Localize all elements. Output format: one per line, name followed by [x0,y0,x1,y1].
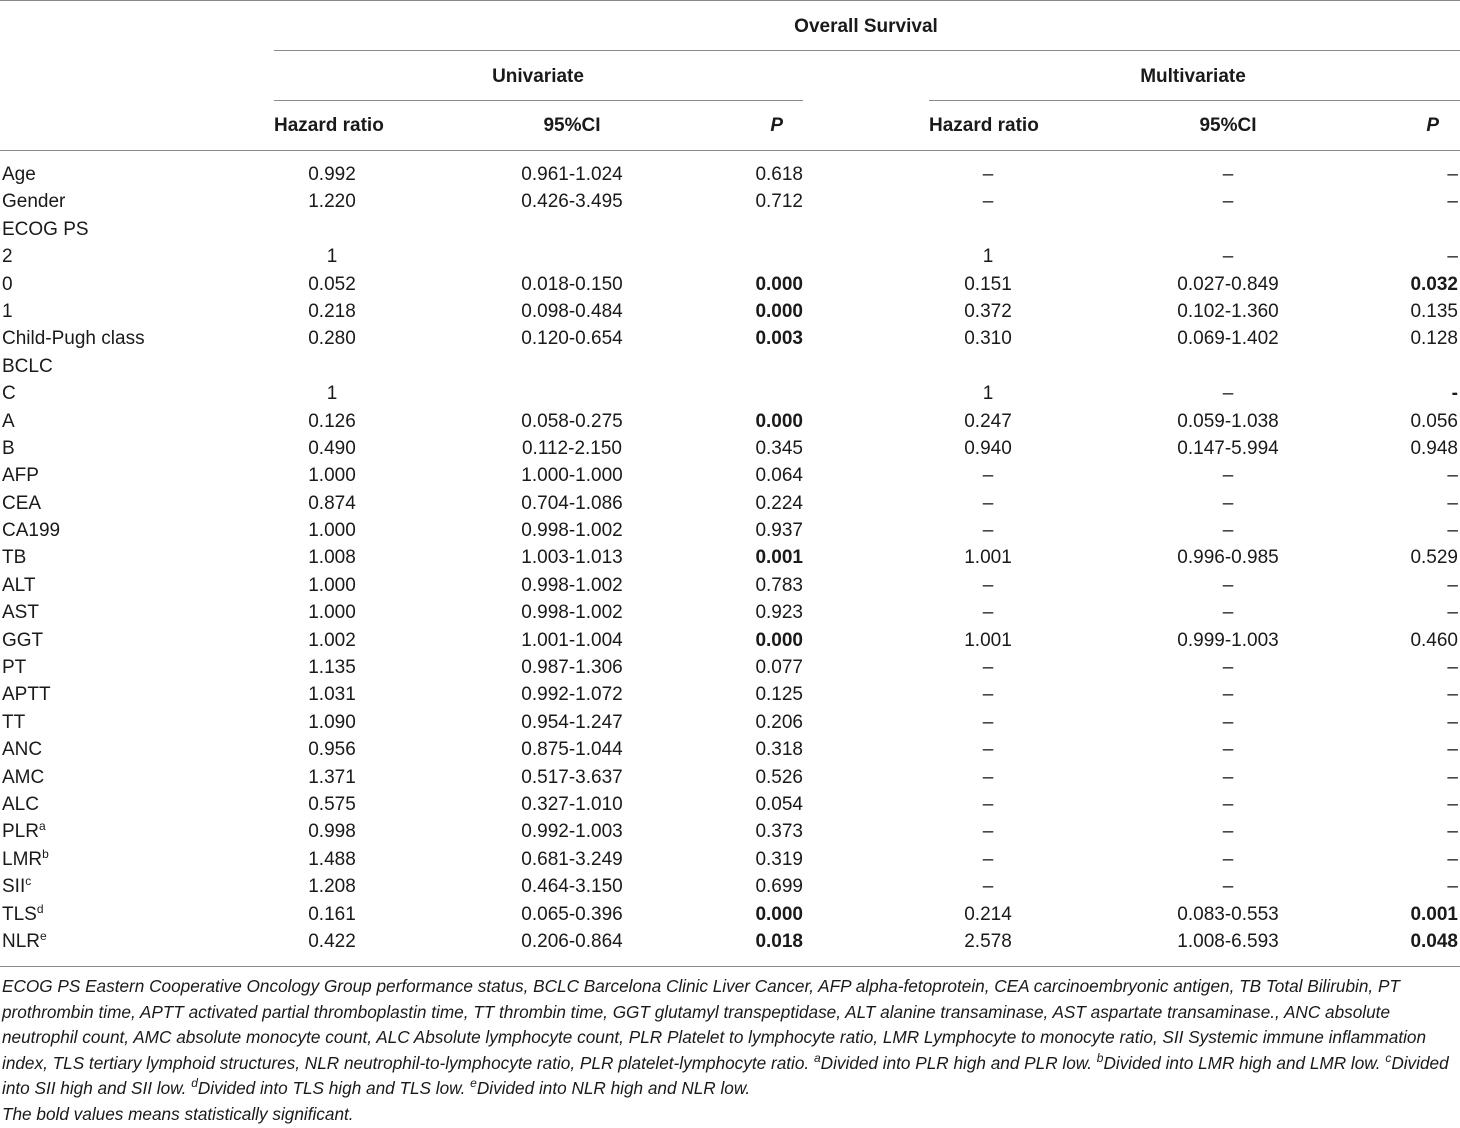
univariate-p-cell: 0.077 [755,657,803,679]
variable-cell [2,462,39,489]
univariate-hr-cell: 0.992 [308,164,356,185]
univariate-p-cell: 0.000 [755,629,803,651]
table-row [0,353,1460,380]
univariate-p-cell: 0.712 [755,191,803,213]
univariate-p-cell: 0.923 [755,602,803,624]
variable-label: 0 [2,273,13,295]
multivariate-ci-cell: – [1222,492,1234,514]
footnote-bold-note: The bold values means statistically significant. [2,1103,354,1124]
variable-cell [2,216,89,243]
multivariate-hr-cell: 0.151 [964,273,1012,295]
univariate-ci-cell: 0.961-1.024 [521,164,623,185]
multivariate-p-cell: – [1447,739,1458,761]
multivariate-p-cell: – [1447,848,1458,870]
footnote-note-c: Divided into SII high and SII low. [2,1052,1449,1099]
variable-label: Gender [2,191,66,213]
univariate-hr-cell: 1.220 [308,191,356,213]
variable-cell [2,325,145,352]
univariate-header: Univariate [492,66,584,87]
variable-label: Age [2,164,36,185]
univariate-ci-cell: 0.206-0.864 [521,930,623,952]
multivariate-hr-cell: – [982,602,994,624]
col-hr-univariate: Hazard ratio [274,115,384,136]
variable-label: 1 [2,300,13,322]
variable-label: B [2,437,15,459]
table-row [0,271,1460,298]
multivariate-hr-cell: 1.001 [964,547,1012,569]
table-row [0,681,1460,708]
table-row [0,791,1460,818]
multivariate-hr-cell: – [982,821,994,843]
univariate-p-cell: 0.618 [755,164,803,185]
multivariate-rule [929,100,1460,101]
variable-label: ECOG PS [2,218,89,240]
variable-cell [2,709,25,736]
multivariate-p-cell: – [1447,574,1458,596]
univariate-ci-cell: 0.517-3.637 [521,766,623,788]
variable-label: AST [2,602,39,624]
univariate-hr-cell: 1 [326,383,338,405]
univariate-hr-cell: 1.090 [308,711,356,733]
univariate-p-cell: 0.318 [755,739,803,761]
header-bottom-rule [0,150,1460,151]
multivariate-ci-cell: – [1222,465,1234,487]
multivariate-p-cell: – [1447,465,1458,487]
variable-cell [2,298,13,325]
variable-label: ALC [2,793,39,815]
variable-label: TLS [2,903,37,925]
univariate-ci-cell: 0.992-1.072 [521,684,623,706]
multivariate-p-cell: - [1451,383,1458,405]
multivariate-ci-cell: – [1222,739,1234,761]
multivariate-p-cell: – [1447,657,1458,679]
univariate-p-cell: 0.699 [755,876,803,898]
multivariate-p-cell: – [1447,602,1458,624]
variable-label: PT [2,657,27,679]
multivariate-ci-cell: 0.083-0.553 [1177,903,1279,925]
univariate-ci-cell: 0.058-0.275 [521,410,623,432]
univariate-ci-cell: 0.065-0.396 [521,903,623,925]
multivariate-ci-cell: – [1222,684,1234,706]
footnote-note-b: Divided into LMR high and LMR low. [1103,1052,1381,1073]
univariate-hr-cell: 0.218 [308,300,356,322]
univariate-rule [274,100,803,101]
variable-label: C [2,383,16,405]
multivariate-hr-cell: – [982,711,994,733]
multivariate-header: Multivariate [1140,66,1246,87]
footnote-mark-a: a [813,1050,821,1065]
univariate-ci-cell: 1.000-1.000 [521,465,623,487]
top-rule [0,0,1460,1]
univariate-p-cell: 0.000 [755,410,803,432]
univariate-p-cell: 0.125 [755,684,803,706]
multivariate-ci-cell: – [1222,711,1234,733]
multivariate-p-cell: 0.529 [1410,547,1458,569]
variable-label: AMC [2,766,45,788]
table-row [0,654,1460,681]
table-row [0,627,1460,654]
variable-label: BCLC [2,355,53,377]
variable-label: Child-Pugh class [2,328,145,350]
univariate-ci-cell: 0.681-3.249 [521,848,623,870]
univariate-ci-cell: 0.018-0.150 [521,273,623,295]
variable-label: APTT [2,684,51,706]
footnote-mark-d: d [191,1076,198,1091]
footnote-mark-c: c [1385,1050,1392,1065]
variable-label: SII [2,876,26,898]
variable-cell [2,544,26,571]
univariate-ci-cell: 1.001-1.004 [521,629,623,651]
multivariate-hr-cell: 0.372 [964,300,1012,322]
multivariate-p-cell: – [1447,246,1458,268]
univariate-ci-cell: 0.112-2.150 [521,437,623,459]
multivariate-ci-cell: – [1222,876,1234,898]
overall-survival-rule [274,50,1460,51]
multivariate-p-cell: – [1447,191,1458,213]
multivariate-p-cell: – [1447,492,1458,514]
univariate-ci-cell: 0.120-0.654 [521,328,623,350]
table-row [0,435,1460,462]
footnote-marker: e [40,928,47,943]
multivariate-p-cell: – [1447,793,1458,815]
table-row [0,517,1460,544]
table-row [0,188,1460,215]
table-row [0,572,1460,599]
footnote-marker: d [36,901,44,916]
multivariate-ci-cell: – [1222,383,1234,405]
variable-cell [2,791,39,818]
variable-cell [2,161,36,188]
table-row [0,216,1460,243]
univariate-hr-cell: 0.126 [308,410,356,432]
multivariate-ci-cell: – [1222,602,1234,624]
univariate-ci-cell: 0.327-1.010 [521,793,623,815]
table-row [0,380,1460,407]
multivariate-p-cell: – [1447,876,1458,898]
univariate-ci-cell: 0.987-1.306 [521,657,623,679]
table-body [0,161,1460,955]
variable-cell [2,188,65,215]
multivariate-p-cell: – [1447,711,1458,733]
univariate-ci-cell: 0.998-1.002 [521,574,623,596]
variable-label: GGT [2,629,44,651]
variable-label: ANC [2,739,43,761]
univariate-p-cell: 0.373 [755,821,803,843]
footnote-marker: b [42,846,49,861]
multivariate-ci-cell: 1.008-6.593 [1177,930,1279,952]
multivariate-p-cell: – [1447,821,1458,843]
table-row [0,599,1460,626]
multivariate-hr-cell: 0.310 [964,328,1012,350]
univariate-hr-cell: 0.422 [308,930,356,952]
col-ci-multivariate: 95%CI [1199,115,1257,136]
variable-label: LMR [2,848,43,870]
footnote-note-a: Divided into PLR high and PLR low. [820,1052,1093,1073]
univariate-p-cell: 0.000 [755,903,803,925]
multivariate-hr-cell: 2.578 [964,930,1012,952]
table-row [0,462,1460,489]
univariate-hr-cell: 1.000 [308,574,356,596]
univariate-p-cell: 0.018 [755,930,803,952]
multivariate-hr-cell: 0.940 [964,437,1012,459]
footnote-note-d: Divided into TLS high and TLS low. [197,1078,466,1099]
variable-cell [2,901,44,928]
multivariate-p-cell: – [1447,766,1458,788]
multivariate-hr-cell: – [982,876,994,898]
variable-cell [2,271,13,298]
univariate-hr-cell: 1.008 [308,547,356,569]
multivariate-hr-cell: – [982,492,994,514]
variable-cell [2,928,47,955]
univariate-hr-cell: 1.000 [308,602,356,624]
footnote-marker: a [38,819,46,834]
table-row [0,243,1460,270]
multivariate-p-cell: – [1447,684,1458,706]
univariate-p-cell: 0.000 [755,300,803,322]
multivariate-p-cell: 0.056 [1410,410,1458,432]
univariate-p-cell: 0.937 [755,520,803,542]
univariate-hr-cell: 1.371 [308,766,356,788]
multivariate-p-cell: – [1447,164,1458,185]
variable-label: TB [2,547,27,569]
univariate-ci-cell: 1.003-1.013 [521,547,623,569]
univariate-hr-cell: 0.575 [308,793,356,815]
multivariate-hr-cell: – [982,848,994,870]
table-row [0,325,1460,352]
univariate-p-cell: 0.345 [755,437,803,459]
table-row [0,490,1460,517]
variable-label: CEA [2,492,42,514]
variable-cell [2,818,46,845]
univariate-hr-cell: 0.052 [308,273,356,295]
variable-cell [2,654,26,681]
footnote-note-e: Divided into NLR high and NLR low. [476,1078,751,1099]
table-row [0,298,1460,325]
univariate-p-cell: 0.224 [755,492,803,514]
univariate-ci-cell: 0.704-1.086 [521,492,623,514]
variable-label: CA199 [2,520,61,542]
table-row [0,736,1460,763]
multivariate-hr-cell: – [982,766,994,788]
multivariate-hr-cell: – [982,684,994,706]
table-row [0,161,1460,188]
multivariate-ci-cell: 0.069-1.402 [1177,328,1279,350]
multivariate-hr-cell: – [982,191,994,213]
col-hr-multivariate: Hazard ratio [929,115,1039,136]
univariate-p-cell: 0.000 [755,273,803,295]
multivariate-hr-cell: 0.214 [964,903,1012,925]
multivariate-ci-cell: – [1222,657,1234,679]
multivariate-ci-cell: 0.027-0.849 [1177,273,1279,295]
multivariate-hr-cell: 1.001 [964,629,1012,651]
univariate-ci-cell: 0.992-1.003 [521,821,623,843]
variable-label: ALT [2,574,36,596]
univariate-ci-cell: 0.875-1.044 [521,739,623,761]
univariate-p-cell: 0.783 [755,574,803,596]
overall-survival-header: Overall Survival [794,16,938,37]
univariate-hr-cell: 1.031 [308,684,356,706]
table-row [0,901,1460,928]
multivariate-p-cell: 0.032 [1410,273,1458,295]
table-row [0,764,1460,791]
univariate-p-cell: 0.319 [755,848,803,870]
col-p-multivariate: P [1426,115,1439,136]
col-ci-univariate: 95%CI [543,115,601,136]
univariate-hr-cell: 0.161 [308,903,356,925]
univariate-hr-cell: 0.874 [308,492,356,514]
multivariate-ci-cell: – [1222,574,1234,596]
multivariate-ci-cell: – [1222,520,1234,542]
table-row [0,846,1460,873]
multivariate-hr-cell: 1 [982,383,994,405]
univariate-hr-cell: 1.135 [308,657,356,679]
table-row [0,544,1460,571]
multivariate-hr-cell: – [982,574,994,596]
multivariate-ci-cell: 0.059-1.038 [1177,410,1279,432]
univariate-hr-cell: 1 [326,246,338,268]
multivariate-ci-cell: 0.102-1.360 [1177,300,1279,322]
variable-cell [2,681,51,708]
table-row [0,873,1460,900]
table-row [0,818,1460,845]
table-row [0,709,1460,736]
multivariate-ci-cell: – [1222,821,1234,843]
variable-cell [2,736,42,763]
univariate-p-cell: 0.206 [755,711,803,733]
univariate-hr-cell: 1.488 [308,848,356,870]
variable-label: 2 [2,246,13,268]
univariate-ci-cell: 0.954-1.247 [521,711,623,733]
multivariate-hr-cell: – [982,520,994,542]
multivariate-hr-cell: – [982,465,994,487]
multivariate-hr-cell: – [982,164,994,185]
table-footnote [2,974,1458,1128]
variable-cell [2,627,43,654]
variable-cell [2,435,15,462]
multivariate-p-cell: – [1447,520,1458,542]
variable-cell [2,846,49,873]
multivariate-p-cell: 0.460 [1410,629,1458,651]
table-row [0,928,1460,955]
univariate-ci-cell: 0.998-1.002 [521,602,623,624]
variable-cell [2,599,39,626]
variable-cell [2,353,53,380]
variable-cell [2,517,60,544]
footnote-marker: c [25,874,32,889]
univariate-p-cell: 0.526 [755,766,803,788]
univariate-ci-cell: 0.098-0.484 [521,300,623,322]
multivariate-hr-cell: – [982,657,994,679]
univariate-hr-cell: 1.002 [308,629,356,651]
table-bottom-rule [0,966,1460,967]
univariate-hr-cell: 1.000 [308,520,356,542]
univariate-hr-cell: 0.280 [308,328,356,350]
variable-cell [2,764,44,791]
univariate-p-cell: 0.001 [755,547,803,569]
footnote-abbreviations: ECOG PS Eastern Cooperative Oncology Group performance status, BCLC Barcelona Clinic Liver Cancer, AFP alpha-fetoprotein, CEA carcinoembryonic antigen, TB Total Bilirubin, PT prothrombin time, APTT activated partial thromboplastin time, TT thrombin time, GGT glutamyl transpeptidase, ALT alanine transaminase, AST aspartate transaminase., ANC absolute neutrophil count, AMC absolute monocyte count, ALC Absolute lymphocyte count, PLR Platelet to lymphocyte ratio, LMR Lymphocyte to monocyte ratio, SII Systemic immune inflammation index, TLS tertiary lymphoid structures, NLR neutrophil-to-lymphocyte ratio, PLR platelet-lymphocyte ratio. [2,976,1427,1073]
multivariate-p-cell: 0.128 [1410,328,1458,350]
multivariate-ci-cell: 0.996-0.985 [1177,547,1279,569]
table-row [0,408,1460,435]
univariate-hr-cell: 1.000 [308,465,356,487]
multivariate-ci-cell: – [1222,793,1234,815]
univariate-p-cell: 0.064 [755,465,803,487]
multivariate-ci-cell: 0.147-5.994 [1177,437,1279,459]
multivariate-hr-cell: – [982,793,994,815]
variable-cell [2,873,31,900]
multivariate-p-cell: 0.001 [1410,903,1458,925]
multivariate-ci-cell: – [1222,191,1234,213]
univariate-p-cell: 0.003 [755,328,803,350]
footnote-mark-b: b [1096,1050,1104,1065]
variable-cell [2,572,35,599]
multivariate-hr-cell: – [982,739,994,761]
multivariate-p-cell: 0.948 [1410,437,1458,459]
footnote-mark-e: e [470,1076,477,1091]
variable-label: AFP [2,465,39,487]
variable-cell [2,490,41,517]
variable-cell [2,243,13,270]
multivariate-hr-cell: 0.247 [964,410,1012,432]
variable-label: PLR [2,821,39,843]
multivariate-p-cell: 0.135 [1410,300,1458,322]
univariate-ci-cell: 0.464-3.150 [521,876,623,898]
univariate-hr-cell: 0.490 [308,437,356,459]
multivariate-ci-cell: – [1222,848,1234,870]
univariate-hr-cell: 0.998 [308,821,356,843]
univariate-ci-cell: 0.998-1.002 [521,520,623,542]
multivariate-ci-cell: – [1222,766,1234,788]
multivariate-ci-cell: – [1222,164,1234,185]
univariate-hr-cell: 1.208 [308,876,356,898]
multivariate-ci-cell: – [1222,246,1234,268]
variable-cell [2,380,16,407]
multivariate-hr-cell: 1 [982,246,994,268]
variable-label: A [2,410,15,432]
univariate-ci-cell: 0.426-3.495 [521,191,623,213]
multivariate-p-cell: 0.048 [1410,930,1458,952]
col-p-univariate: P [770,115,783,136]
variable-cell [2,408,15,435]
multivariate-ci-cell: 0.999-1.003 [1177,629,1279,651]
footnote-paragraph [2,974,1458,1102]
univariate-hr-cell: 0.956 [308,739,356,761]
variable-label: TT [2,711,26,733]
variable-label: NLR [2,930,41,952]
univariate-p-cell: 0.054 [755,793,803,815]
